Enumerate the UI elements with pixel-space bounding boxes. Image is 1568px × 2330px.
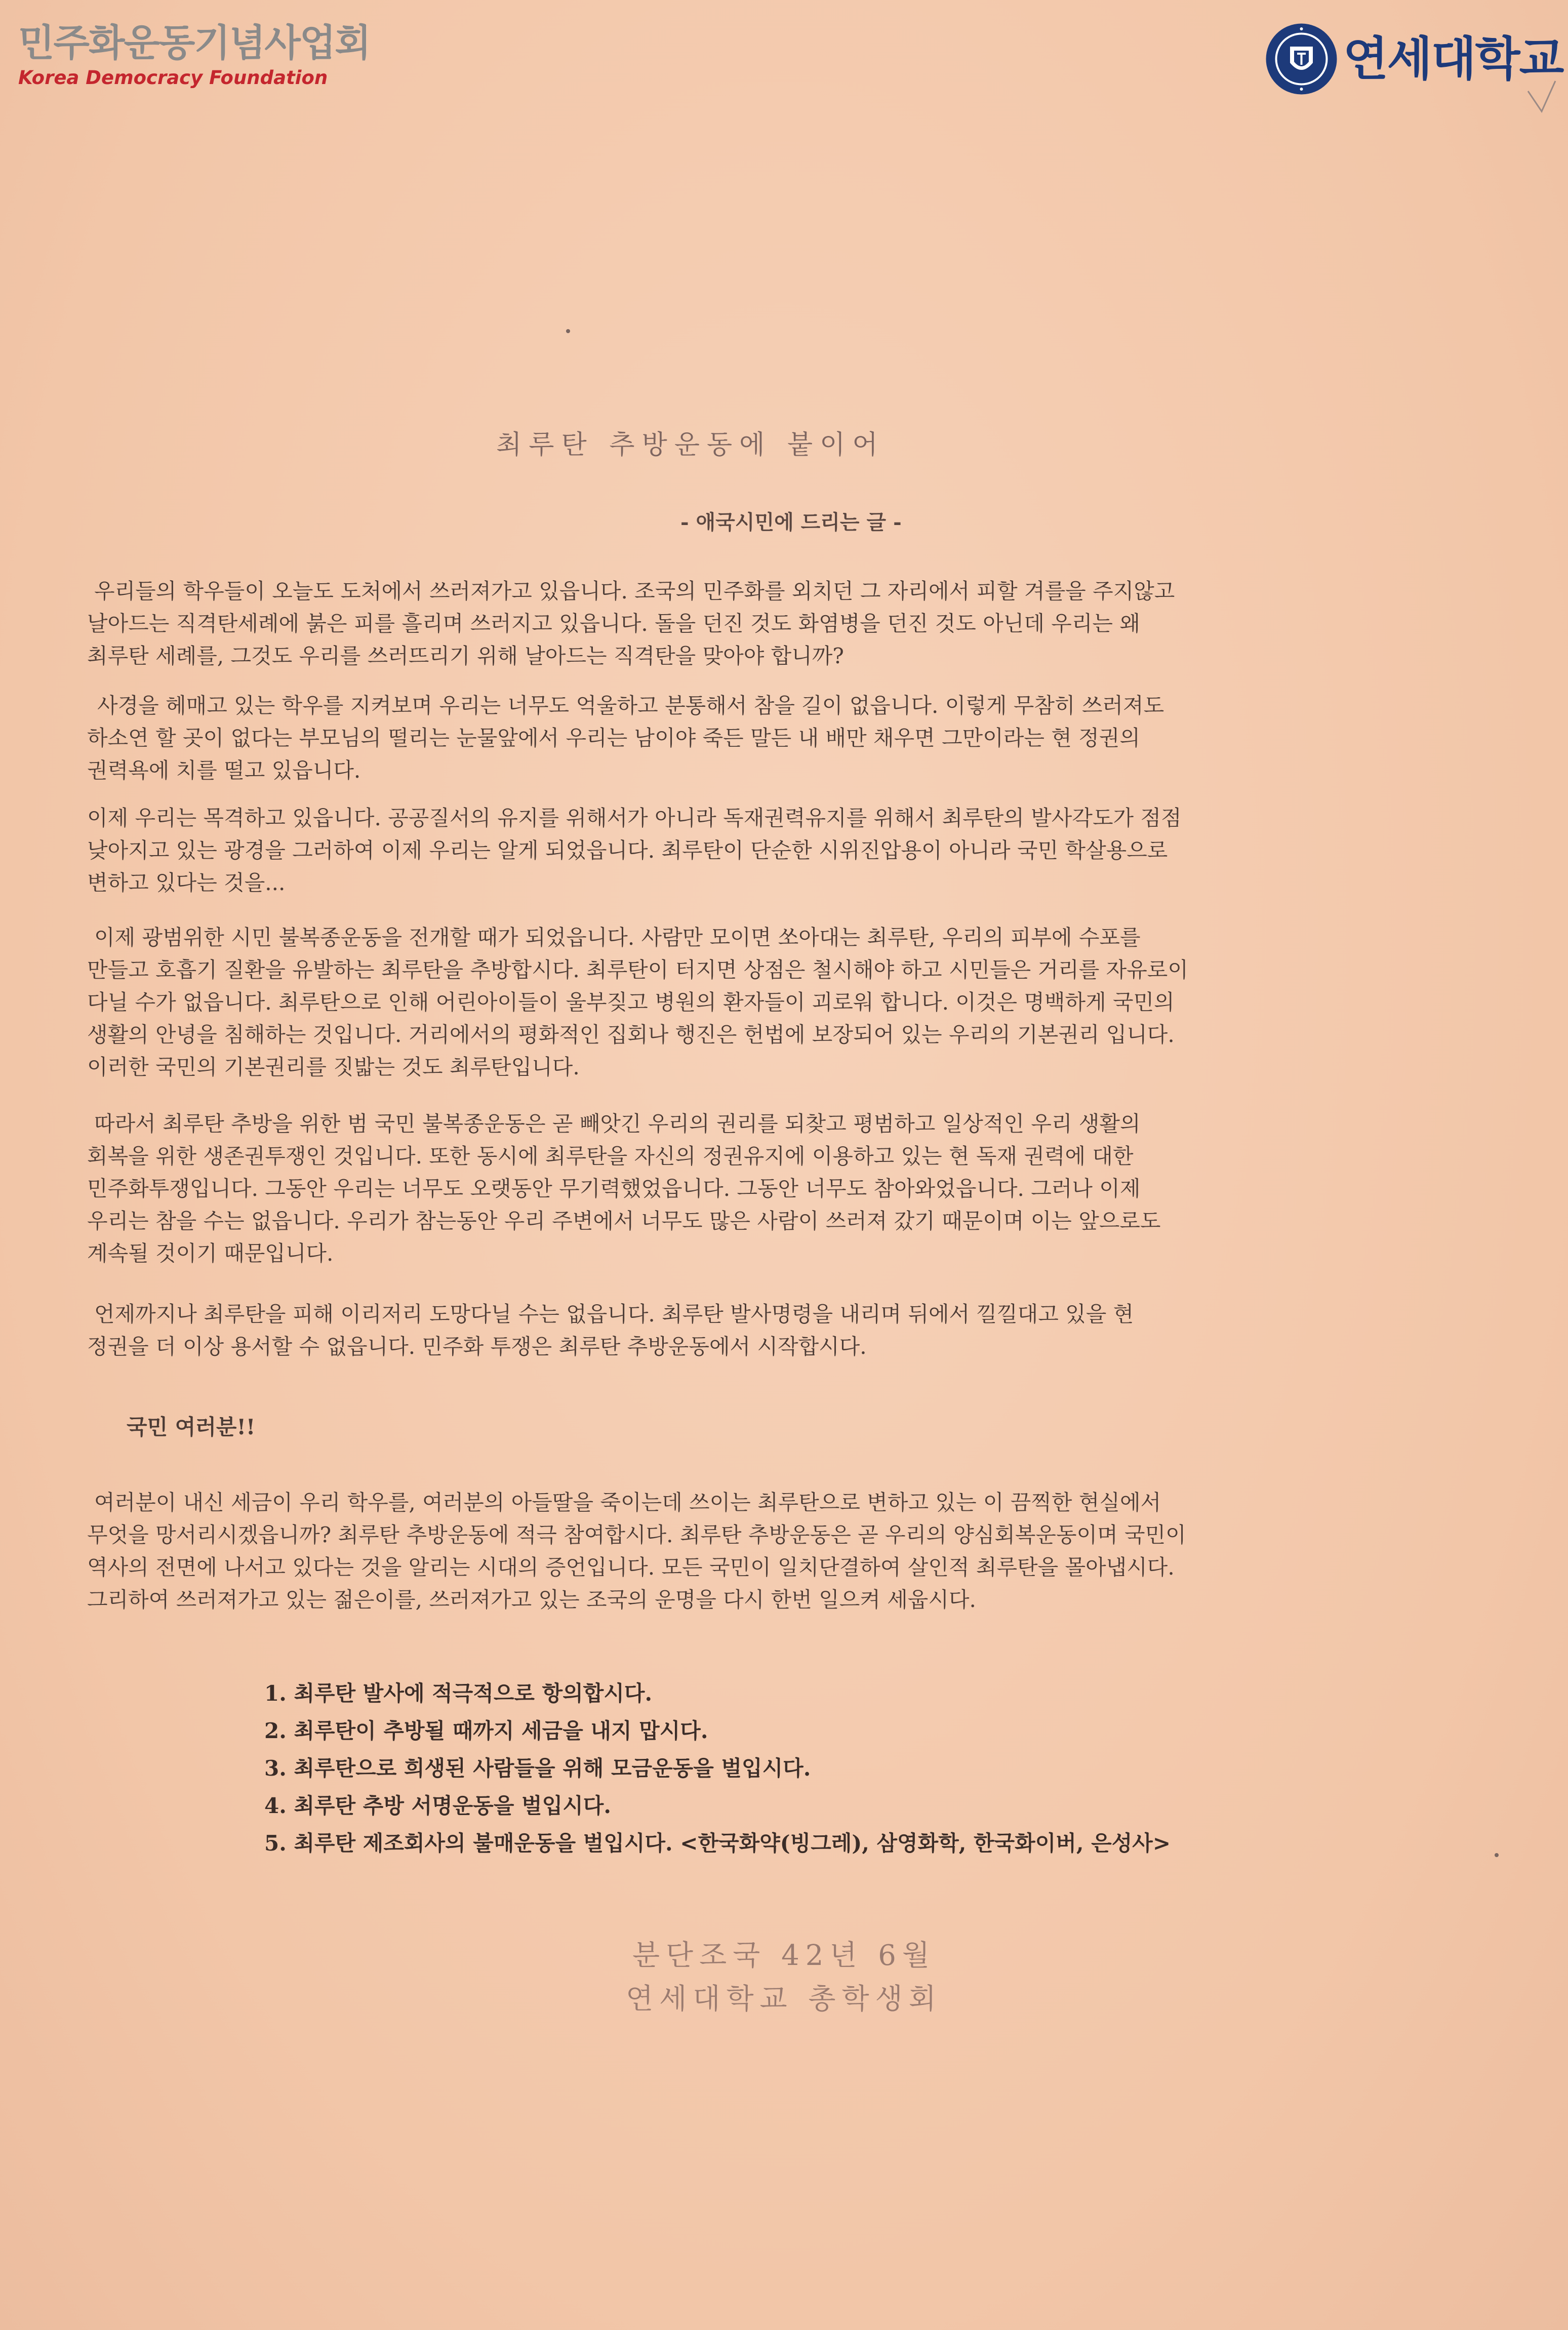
text-line: 그리하여 쓰러져가고 있는 젊은이를, 쓰러져가고 있는 조국의 운명을 다시 한번 일으켜 세웁시다.: [87, 1587, 976, 1612]
text-line: 이제 우리는 목격하고 있읍니다. 공공질서의 유지를 위해서가 아니라 독재권력유지를 위해서 최루탄의 발사각도가 점점: [87, 806, 1182, 830]
text-line: 이러한 국민의 기본권리를 짓밟는 것도 최루탄입니다.: [87, 1055, 580, 1079]
address-heading: 국민 여러분!!: [127, 1415, 256, 1439]
paragraph-7: [87, 1487, 1515, 1616]
yonsei-logo-name: 연세대학교: [1343, 32, 1563, 86]
ink-speck: [566, 329, 570, 333]
text-line: 최루탄 세례를, 그것도 우리를 쓰러뜨리기 위해 날아드는 직격탄을 맞아야 합니까?: [87, 644, 844, 668]
text-line: 날아드는 직격탄세례에 붉은 피를 흘리며 쓰러지고 있읍니다. 돌을 던진 것도 화염병을 던진 것도 아닌데 우리는 왜: [87, 611, 1140, 636]
paragraph-2: [87, 690, 1515, 787]
paragraph-4: [87, 921, 1515, 1083]
list-item: 3. 최루탄으로 희생된 사람들을 위해 모금운동을 벌입시다.: [264, 1756, 811, 1781]
text-line: 만들고 호흡기 질환을 유발하는 최루탄을 추방합시다. 최루탄이 터지면 상점은 철시해야 하고 시민들은 거리를 자유로이: [87, 957, 1188, 982]
corner-check-mark: [1524, 76, 1559, 122]
text-line: 우리들의 학우들이 오늘도 도처에서 쓰러져가고 있읍니다. 조국의 민주화를 외치던 그 자리에서 피할 겨를을 주지않고: [94, 579, 1175, 604]
text-line: 우리는 참을 수는 없읍니다. 우리가 참는동안 우리 주변에서 너무도 많은 사람이 쓰러져 갔기 때문이며 이는 앞으로도: [87, 1209, 1161, 1233]
paragraph-1: [87, 575, 1515, 672]
text-line: 생활의 안녕을 침해하는 것입니다. 거리에서의 평화적인 집회나 행진은 헌법에 보장되어 있는 우리의 기본권리 입니다.: [87, 1022, 1175, 1047]
text-line: 다닐 수가 없읍니다. 최루탄으로 인해 어린아이들이 울부짖고 병원의 환자들이 괴로워 합니다. 이것은 명백하게 국민의: [87, 990, 1175, 1015]
yonsei-logo: [1265, 22, 1563, 98]
kdf-logo: [18, 20, 370, 96]
text-line: 언제까지나 최루탄을 피해 이리저리 도망다닐 수는 없읍니다. 최루탄 발사명령을 내리며 뒤에서 낄낄대고 있을 현: [94, 1302, 1134, 1327]
list-item: 1. 최루탄 발사에 적극적으로 항의합시다.: [264, 1681, 653, 1706]
paragraph-6: [87, 1298, 1515, 1363]
text-line: 무엇을 망서리시겠읍니까? 최루탄 추방운동에 적극 참여합시다. 최루탄 추방운동은 곧 우리의 양심회복운동이며 국민이: [87, 1522, 1186, 1547]
list-item: 5. 최루탄 제조회사의 불매운동을 벌입시다. <한국화약(빙그레), 삼영화학, 한국화이버, 은성사>: [264, 1831, 1171, 1856]
document-subtitle: - 애국시민에 드리는 글 -: [680, 510, 902, 534]
text-line: 권력욕에 치를 떨고 있읍니다.: [87, 758, 361, 783]
yonsei-seal-icon: [1265, 22, 1338, 96]
text-line: 이제 광범위한 시민 불복종운동을 전개할 때가 되었읍니다. 사람만 모이면 쏘아대는 최루탄, 우리의 피부에 수포를: [94, 925, 1141, 950]
issuer-name: 연세대학교 총학생회: [626, 1983, 942, 2016]
kdf-logo-english: Korea Democracy Foundation: [18, 67, 328, 89]
list-item: 2. 최루탄이 추방될 때까지 세금을 내지 맙시다.: [264, 1718, 708, 1743]
paragraph-3: [87, 802, 1515, 899]
text-line: 역사의 전면에 나서고 있다는 것을 알리는 시대의 증언입니다. 모든 국민이 일치단결하여 살인적 최루탄을 몰아냅시다.: [87, 1555, 1175, 1580]
text-line: 정권을 더 이상 용서할 수 없읍니다. 민주화 투쟁은 최루탄 추방운동에서 시작합시다.: [87, 1334, 867, 1359]
text-line: 하소연 할 곳이 없다는 부모님의 떨리는 눈물앞에서 우리는 남이야 죽든 말든 내 배만 채우면 그만이라는 현 정권의: [87, 726, 1140, 750]
document-title: 최루탄 추방운동에 붙이어: [496, 430, 885, 460]
text-line: 회복을 위한 생존권투쟁인 것입니다. 또한 동시에 최루탄을 자신의 정권유지에 이용하고 있는 현 독재 권력에 대한: [87, 1144, 1134, 1169]
text-line: 변하고 있다는 것을...: [87, 870, 286, 895]
kdf-logo-korean: 민주화운동기념사업회: [18, 21, 370, 65]
text-line: 계속될 것이기 때문입니다.: [87, 1241, 334, 1266]
text-line: 따라서 최루탄 추방을 위한 범 국민 불복종운동은 곧 빼앗긴 우리의 권리를 되찾고 평범하고 일상적인 우리 생활의: [94, 1111, 1141, 1136]
text-line: 사경을 헤매고 있는 학우를 지켜보며 우리는 너무도 억울하고 분통해서 참을 길이 없읍니다. 이렇게 무참히 쓰러져도: [97, 693, 1164, 718]
demands-list: [264, 1675, 1171, 1862]
date-line: 분단조국 42년 6월: [632, 1939, 936, 1972]
text-line: 민주화투쟁입니다. 그동안 우리는 너무도 오랫동안 무기력했었읍니다. 그동안 너무도 참아와었읍니다. 그러나 이제: [87, 1176, 1141, 1201]
text-line: 여러분이 내신 세금이 우리 학우를, 여러분의 아들딸을 죽이는데 쓰이는 최루탄으로 변하고 있는 이 끔찍한 현실에서: [94, 1490, 1161, 1515]
list-item: 4. 최루탄 추방 서명운동을 벌입시다.: [264, 1793, 611, 1818]
paragraph-5: [87, 1108, 1515, 1270]
text-line: 낮아지고 있는 광경을 그러하여 이제 우리는 알게 되었읍니다. 최루탄이 단순한 시위진압용이 아니라 국민 학살용으로: [87, 838, 1168, 863]
ink-speck: [1495, 1853, 1499, 1857]
